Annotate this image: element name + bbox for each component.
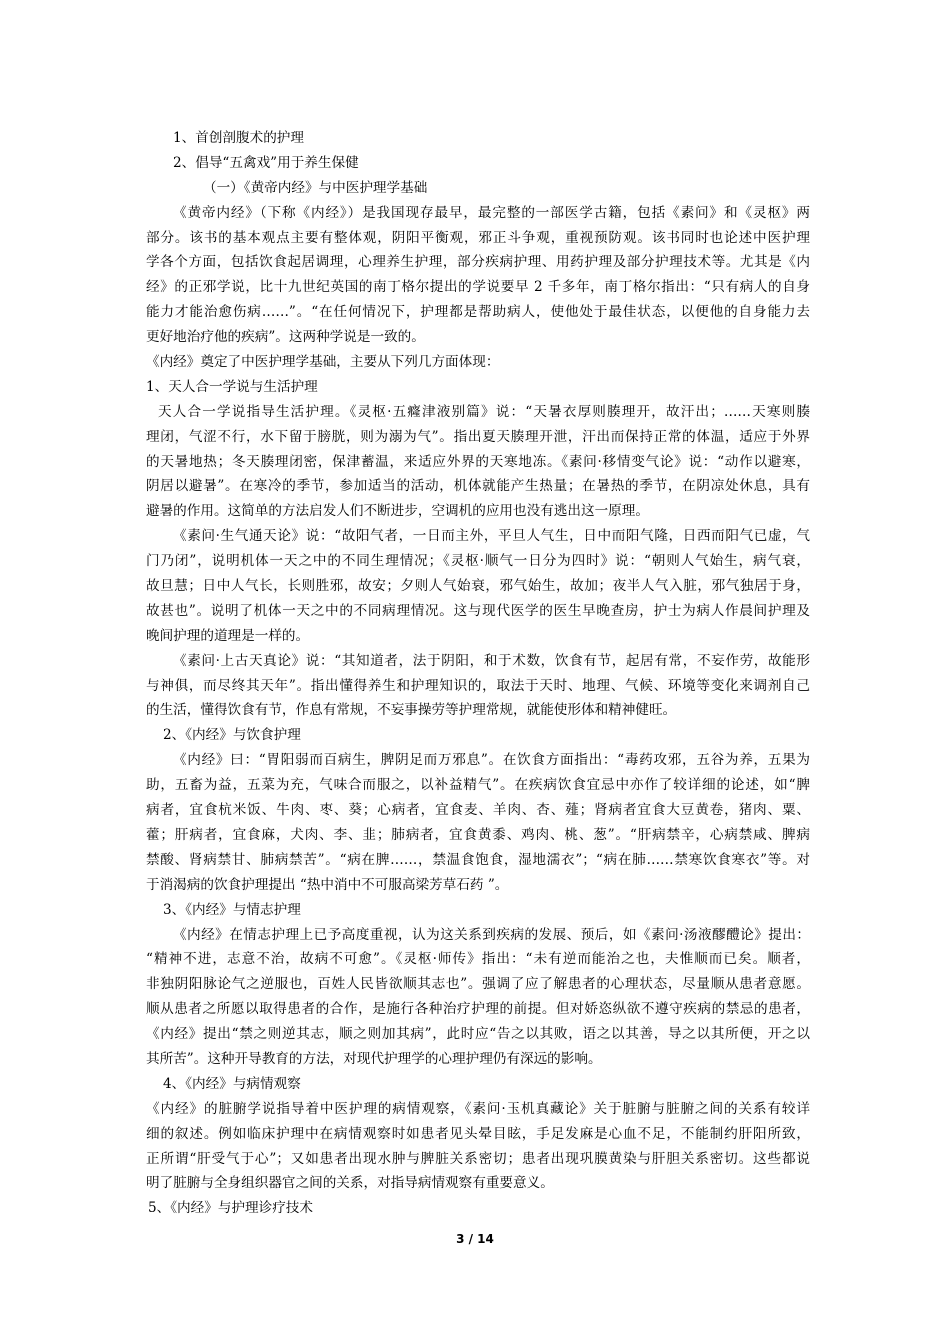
paragraph-line: 避暑的作用。这简单的方法启发人们不断进步，空调机的应用也没有逃出这一原理。 (146, 503, 649, 520)
paragraph-line: 天人合一学说指导生活护理。《灵枢·五癃津液别篇》说：“天暑衣厚则腠理开，故汗出；……天寒则腠 (158, 403, 810, 420)
paragraph-line: 学各个方面，包括饮食起居调理，心理养生护理，部分疾病护理、用药护理及部分护理技术等。尤其是《内 (146, 254, 810, 271)
paragraph-line: 理闭，气涩不行，水下留于膀胱，则为溺为气”。指出夏天腠理开泄，汗出而保持正常的体温，适应于外界 (146, 428, 810, 445)
list-item-surgery-nursing: 1、首创剖腹术的护理 (173, 130, 304, 146)
page-number: 3 / 14 (456, 1232, 494, 1246)
list-item-wuqinxi: 2、倡导“五禽戏”用于养生保健 (173, 154, 359, 171)
paragraph-line: 助，五畜为益，五菜为充，气味合而服之，以补益精气”。在疾病饮食宜忌中亦作了较详细的论述，如“脾 (146, 777, 810, 794)
document-body (146, 126, 810, 1221)
paragraph-line: 部分。该书的基本观点主要有整体观，阴阳平衡观，邪正斗争观，重视预防观。该书同时也论述中医护理 (146, 229, 810, 246)
paragraph-line: 于消渴病的饮食护理提出 “热中消中不可服高梁芳草石药 ”。 (146, 876, 509, 893)
subheading-diagnosis-technique: 5、《内经》与护理诊疗技术 (148, 1200, 313, 1217)
paragraph-line: 正所谓“肝受气于心”；又如患者出现水肿与脾脏关系密切；患者出现巩膜黄染与肝胆关系密切。这些都说 (146, 1150, 810, 1167)
paragraph-line: 《素问·生气通天论》说：“故阳气者，一日而主外，平旦人气生，日中而阳气隆，日西而阳气已虚，气 (173, 528, 810, 545)
paragraph-line: 《内经》曰：“胃阳弱而百病生，脾阴足而万邪息”。在饮食方面指出：“毒药攻邪，五谷为养，五果为 (173, 752, 810, 769)
paragraph-line: 故旦慧；日中人气长，长则胜邪，故安；夕则人气始衰，邪气始生，故加；夜半人气入脏，邪气独居于身， (146, 578, 810, 595)
paragraph-line: 晚间护理的道理是一样的。 (146, 627, 310, 644)
paragraph-line: 《内经》奠定了中医护理学基础，主要从下列几方面体现： (146, 354, 500, 371)
paragraph-line: 其所苦”。这种开导教育的方法，对现代护理学的心理护理仍有深远的影响。 (146, 1050, 602, 1067)
paragraph-line: 《黄帝内经》（下称《内经》）是我国现存最早，最完整的一部医学古籍，包括《素问》和《灵枢》两 (173, 204, 810, 221)
paragraph-line: 门乃闭”，说明机体一天之中的不同生理情况；《灵枢·顺气一日分为四时》说：“朝则人气始生，病气衰， (146, 553, 810, 570)
subheading-diet-nursing: 2、《内经》与饮食护理 (163, 727, 301, 744)
paragraph-line: “精神不进，志意不治，故病不可愈”。《灵枢·师传》指出：“未有逆而能治之也，夫惟顺而已矣。顺者， (146, 951, 810, 968)
paragraph-line: 细的叙述。例如临床护理中在病情观察时如患者见头晕目眩，手足发麻是心血不足，不能制约肝阳所致， (146, 1125, 810, 1142)
paragraph-line: 的天暑地热；冬天腠理闭密，保津蓄温，来适应外界的天寒地冻。《素问·移情变气论》说：“动作以避寒， (146, 453, 810, 470)
paragraph-line: 藿；肝病者，宜食麻，犬肉、李、韭；肺病者，宜食黄黍、鸡肉、桃、葱”。“肝病禁辛，心病禁咸、脾病 (146, 826, 810, 843)
paragraph-line: 明了脏腑与全身组织器官之间的关系，对指导病情观察有重要意义。 (146, 1175, 554, 1192)
paragraph-line: 《内经》在情志护理上已予高度重视，认为这关系到疾病的发展、预后，如《素问·汤液醪醴论》提出： (173, 926, 810, 943)
paragraph-line: 《内经》提出“禁之则逆其志，顺之则加其病”，此时应“告之以其败，语之以其善，导之以其所便，开之以 (146, 1026, 810, 1043)
paragraph-line: 《素问·上古天真论》说：“其知道者，法于阴阳，和于术数，饮食有节，起居有常，不妄作劳，故能形 (173, 652, 810, 669)
paragraph-line: 经》的正邪学说，比十九世纪英国的南丁格尔提出的学说要早 2 千多年，南丁格尔指出：“只有病人的自身 (146, 279, 810, 296)
paragraph-line: 顺从患者之所愿以取得患者的合作，是施行各种治疗护理的前提。但对娇恣纵欲不遵守疾病的禁忌的患者， (146, 1001, 810, 1018)
paragraph-line: 更好地治疗他的疾病”。这两种学说是一致的。 (146, 329, 425, 346)
paragraph-line: 能力才能治愈伤病……”。“在任何情况下，护理都是帮助病人，使他处于最佳状态，以便他的自身能力去 (146, 304, 810, 321)
section-heading-huangdi-neijing: （一）《黄帝内经》与中医护理学基础 (203, 179, 428, 196)
paragraph-line: 阴居以避暑”。在寒冷的季节，参加适当的活动，机体就能产生热量；在暑热的季节，在阴凉处休息，具有 (146, 478, 810, 495)
paragraph-line: 故甚也”。说明了机体一天之中的不同病理情况。这与现代医学的医生早晚查房，护士为病人作晨间护理及 (146, 602, 810, 619)
paragraph-line: 与神俱，而尽终其天年”。指出懂得养生和护理知识的，取法于天时、地理、气候、环境等变化来调剂自己 (146, 677, 810, 694)
subheading-tianren-heyi: 1、天人合一学说与生活护理 (146, 378, 318, 395)
paragraph-line: 《内经》的脏腑学说指导着中医护理的病情观察，《素问·玉机真藏论》关于脏腑与脏腑之间的关系有较详 (146, 1100, 810, 1117)
paragraph-line: 禁酸、肾病禁甘、肺病禁苦”。“病在脾……，禁温食饱食，湿地濡衣”；“病在肺……禁寒饮食寒衣”等。对 (146, 851, 810, 868)
subheading-emotion-nursing: 3、《内经》与情志护理 (163, 901, 301, 918)
paragraph-line: 非独阴阳脉论气之逆服也，百姓人民皆欲顺其志也”。强调了应了解患者的心理状态，尽量顺从患者意愿。 (146, 976, 810, 993)
paragraph-line: 的生活，懂得饮食有节，作息有常规，不妄事操劳等护理常规，就能使形体和精神健旺。 (146, 702, 677, 719)
subheading-condition-observation: 4、《内经》与病情观察 (163, 1075, 301, 1092)
paragraph-line: 病者，宜食杭米饭、牛肉、枣、葵；心病者，宜食麦、羊肉、杏、薤；肾病者宜食大豆黄卷，猪肉、粟、 (146, 802, 810, 819)
